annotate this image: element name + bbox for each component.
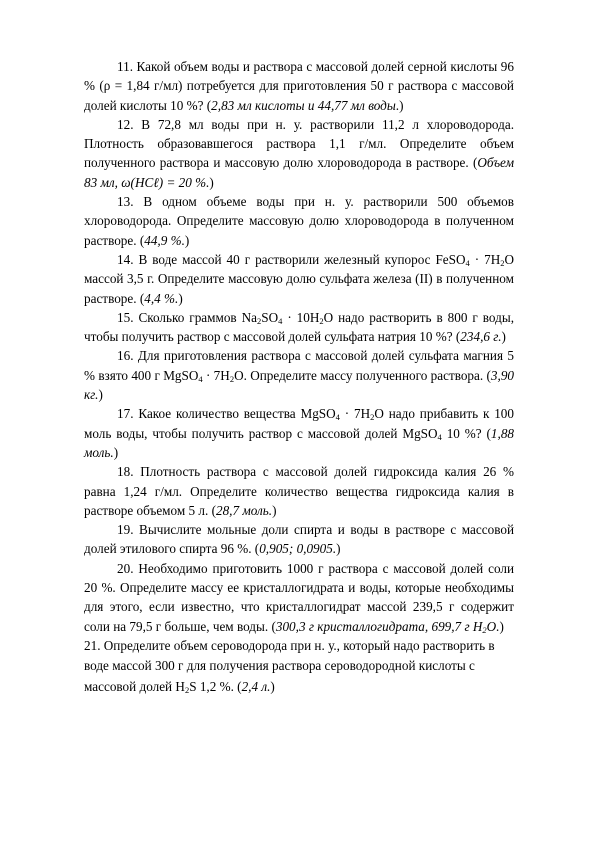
subscript: 4 bbox=[335, 412, 340, 423]
problem-text: 20. Необходимо приготовить 1000 г раствора с массовой долей соли 20 %. Определите массу ее кристаллогидрата и воды, которые необходимы для этого, если известно, что кристаллогидрат массой 239,5 г содержит соли на 79,5 г больше, чем воды. ( bbox=[84, 560, 514, 634]
problem-text: O массой 3,5 г. Определите массовую долю сульфата железа (II) в полученном растворе. ( bbox=[84, 251, 514, 306]
problem-text: · 7H bbox=[339, 406, 371, 422]
problem-paragraph bbox=[84, 520, 514, 559]
problem-text: .) bbox=[395, 97, 404, 113]
problem-paragraph bbox=[84, 115, 514, 192]
subscript: 2 bbox=[500, 257, 505, 268]
problem-text: 19. Вычислите мольные доли спирта и воды в растворе с массовой долей этилового спирта 96 %. ( bbox=[84, 522, 514, 557]
problem-text: 11. Какой объем воды и раствора с массовой долей серной кислоты 96 % (ρ = 1,84 г/мл) потребуется для приготовления 50 г раствора с массовой долей кислоты 10 %? ( bbox=[84, 59, 514, 113]
problem-text: O надо растворить в 800 г воды, чтобы получить раствор с массовой долей сульфата натрия 10 %? ( bbox=[84, 309, 515, 345]
answer-text: 4,4 %. bbox=[144, 290, 179, 306]
problem-text: SO bbox=[261, 309, 279, 325]
problem-text: · 10H bbox=[282, 309, 320, 325]
problem-text: 17. Какое количество вещества MgSO bbox=[117, 406, 336, 422]
answer-text: 0,905; 0,0905. bbox=[259, 541, 337, 557]
problem-text: ) bbox=[209, 174, 214, 190]
problem-paragraph bbox=[84, 462, 514, 520]
problem-paragraph bbox=[84, 346, 514, 404]
problem-text: ) bbox=[184, 232, 190, 248]
problem-paragraph bbox=[84, 559, 514, 636]
problem-text: O. Определите массу полученного раствора. ( bbox=[234, 367, 491, 383]
problem-paragraph bbox=[84, 192, 514, 250]
problem-text: 13. В одном объеме воды при н. у. растворили 500 объемов хлороводорода. Определите массовую долю хлороводорода в полученном растворе. ( bbox=[84, 194, 514, 248]
answer-text: 300,3 г кристаллогидрата, 699,7 г H bbox=[275, 618, 483, 634]
subscript: 2 bbox=[257, 315, 262, 326]
subscript: 4 bbox=[278, 315, 283, 326]
problem-text: 12. В 72,8 мл воды при н. у. растворили 11,2 л хлороводорода. Плотность образовавшегося раствора 1,1 г/мл. Определите объем полученного раствора и массовую долю хлороводорода в растворе. ( bbox=[84, 116, 514, 171]
subscript: 4 bbox=[198, 373, 203, 384]
problem-paragraph bbox=[84, 308, 514, 347]
problem-list bbox=[84, 57, 514, 697]
answer-text: 2,83 мл кислоты и 44,77 мл воды bbox=[211, 97, 396, 113]
problem-paragraph bbox=[84, 250, 514, 308]
answer-text: 1,88 моль. bbox=[84, 425, 514, 460]
problem-text: ) bbox=[270, 678, 275, 694]
problem-text: O надо прибавить к 100 моль воды, чтобы получить раствор с массовой долей MgSO bbox=[84, 406, 514, 441]
problem-text: ) bbox=[336, 541, 341, 557]
subscript: 4 bbox=[465, 257, 470, 268]
problem-text: ) bbox=[178, 290, 183, 306]
subscript: 2 bbox=[370, 412, 375, 423]
problem-text: · 7H bbox=[469, 251, 501, 267]
problem-text: 16. Для приготовления раствора с массовой долей сульфата магния 5 % взято 400 г MgSO bbox=[84, 348, 514, 383]
problem-text: ) bbox=[113, 444, 119, 460]
problem-text: 15. Сколько граммов Na bbox=[117, 309, 257, 325]
problem-text: ) bbox=[272, 502, 277, 518]
answer-text: O. bbox=[486, 618, 500, 634]
answer-text: Объем 83 мл, ω(HCℓ) = 20 %. bbox=[84, 155, 514, 190]
subscript: 2 bbox=[482, 624, 487, 635]
problem-paragraph bbox=[84, 636, 514, 698]
answer-text: 3,90 кг. bbox=[84, 367, 514, 403]
problem-text: ) bbox=[499, 618, 504, 634]
problem-paragraph bbox=[84, 404, 514, 462]
answer-text: 28,7 моль. bbox=[215, 502, 273, 518]
problem-text: ) bbox=[98, 387, 103, 403]
problem-paragraph bbox=[84, 57, 514, 115]
answer-text: 44,9 %. bbox=[144, 232, 185, 248]
answer-text: 234,6 г. bbox=[460, 329, 502, 345]
problem-text: ) bbox=[501, 329, 506, 345]
subscript: 2 bbox=[229, 373, 235, 384]
subscript: 2 bbox=[184, 684, 190, 695]
problem-text: 14. В воде массой 40 г растворили железный купорос FeSO bbox=[117, 251, 466, 267]
subscript: 2 bbox=[319, 315, 324, 326]
answer-text: 2,4 л. bbox=[241, 678, 271, 694]
problem-text: 21. Определите объем сероводорода при н. у., который надо растворить в воде массой 300 г для получения раствора сероводородной кислоты с массовой долей H bbox=[84, 637, 495, 694]
problem-text: S 1,2 %. ( bbox=[189, 678, 242, 694]
problem-text: 10 %? ( bbox=[441, 425, 491, 441]
problem-text: 18. Плотность раствора с массовой долей гидроксида калия 26 % равна 1,24 г/мл. Определите количество вещества гидроксида калия в растворе объемом 5 л. ( bbox=[84, 464, 514, 518]
subscript: 4 bbox=[437, 431, 442, 442]
problem-text: · 7H bbox=[202, 367, 230, 383]
